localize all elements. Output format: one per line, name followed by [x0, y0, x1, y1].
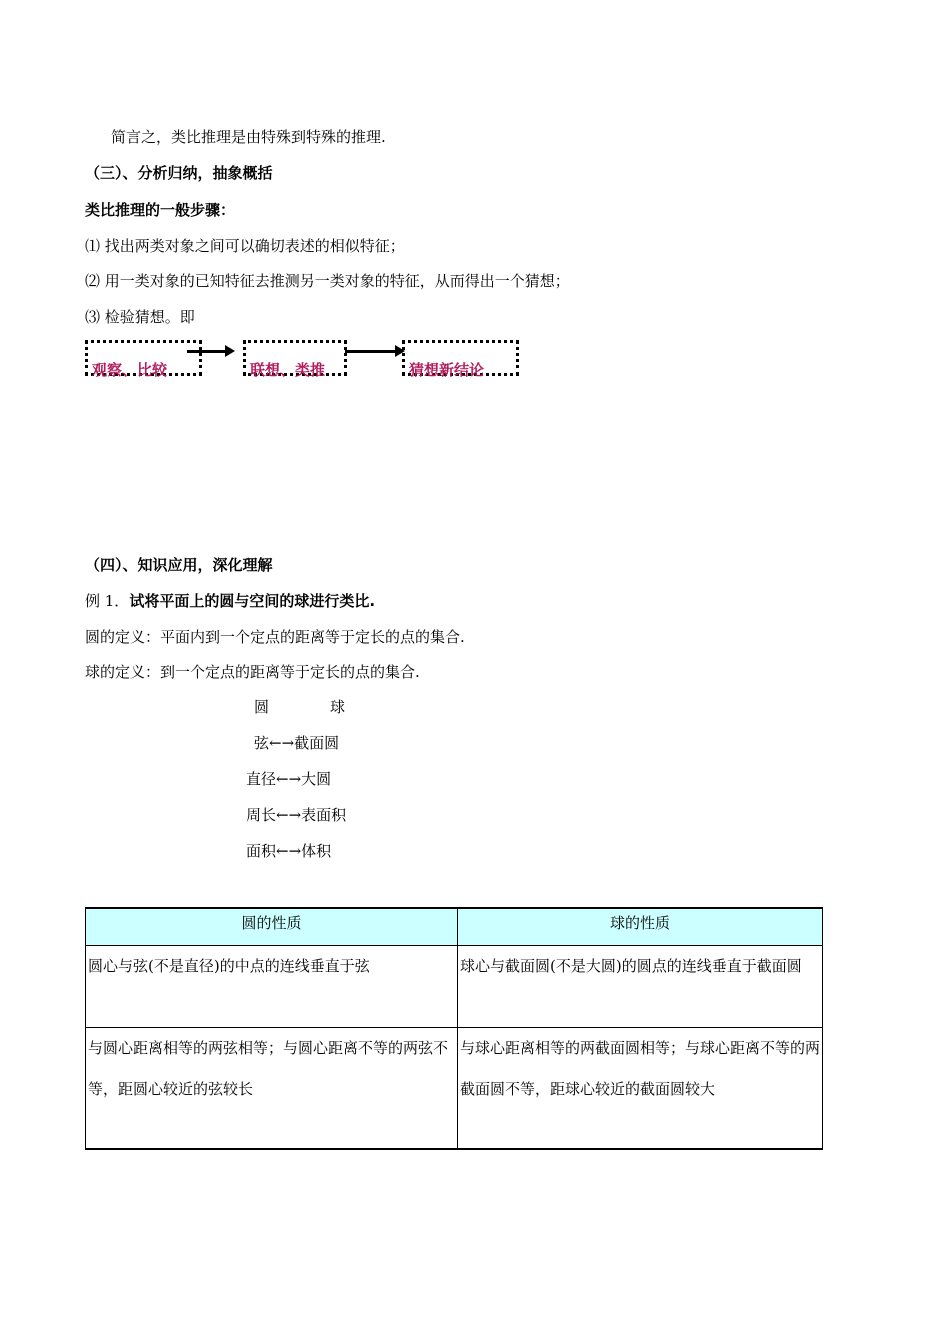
- circle-property-cell: 圆心与弦(不是直径)的中点的连线垂直于弦: [86, 946, 458, 1028]
- example-label: 例 1．: [85, 592, 130, 610]
- corr-header-circle: 圆: [254, 698, 270, 716]
- step-1: ⑴ 找出两类对象之间可以确切表述的相似特征；: [85, 237, 405, 255]
- section4-heading: （四）、知识应用，深化理解: [85, 556, 273, 574]
- corr-row: 直径←→大圆: [246, 770, 332, 788]
- table-row: [86, 1028, 823, 1149]
- table-header-row: [86, 908, 823, 946]
- step-3: ⑶ 检验猜想。即: [85, 308, 195, 326]
- header-circle-properties: 圆的性质: [86, 908, 458, 946]
- corr-row: 周长←→表面积: [246, 806, 347, 824]
- flow-arrow-1: [187, 350, 227, 353]
- corr-row: 弦←→截面圆: [254, 734, 340, 752]
- header-sphere-properties: 球的性质: [458, 908, 823, 946]
- properties-table: [85, 907, 823, 1150]
- sphere-property-cell: 与球心距离相等的两截面圆相等；与球心距离不等的两截面圆不等，距球心较近的截面圆较大: [458, 1028, 823, 1149]
- section3-heading: （三）、分析归纳，抽象概括: [85, 164, 273, 182]
- flow-arrow-2: [345, 350, 397, 353]
- example-1: [85, 591, 375, 611]
- flow-box-associate: 联想、类推: [243, 340, 347, 376]
- corr-row: 面积←→体积: [246, 842, 332, 860]
- example-text: 试将平面上的圆与空间的球进行类比.: [129, 592, 376, 610]
- sphere-property-cell: 球心与截面圆(不是大圆)的圆点的连线垂直于截面圆: [458, 946, 823, 1028]
- summary-text: 简言之，类比推理是由特殊到特殊的推理.: [111, 128, 386, 146]
- sphere-definition: 球的定义：到一个定点的距离等于定长的点的集合.: [85, 663, 420, 681]
- circle-property-cell: 与圆心距离相等的两弦相等；与圆心距离不等的两弦不等，距圆心较近的弦较长: [86, 1028, 458, 1149]
- table-row: [86, 946, 823, 1028]
- flow-box-conjecture: 猜想新结论: [402, 340, 519, 376]
- step-2: ⑵ 用一类对象的已知特征去推测另一类对象的特征，从而得出一个猜想；: [85, 272, 570, 290]
- circle-definition: 圆的定义：平面内到一个定点的距离等于定长的点的集合.: [85, 628, 465, 646]
- steps-heading: 类比推理的一般步骤：: [85, 201, 236, 219]
- flow-box-observe: 观察、比较: [85, 340, 202, 376]
- corr-header-sphere: 球: [330, 698, 346, 716]
